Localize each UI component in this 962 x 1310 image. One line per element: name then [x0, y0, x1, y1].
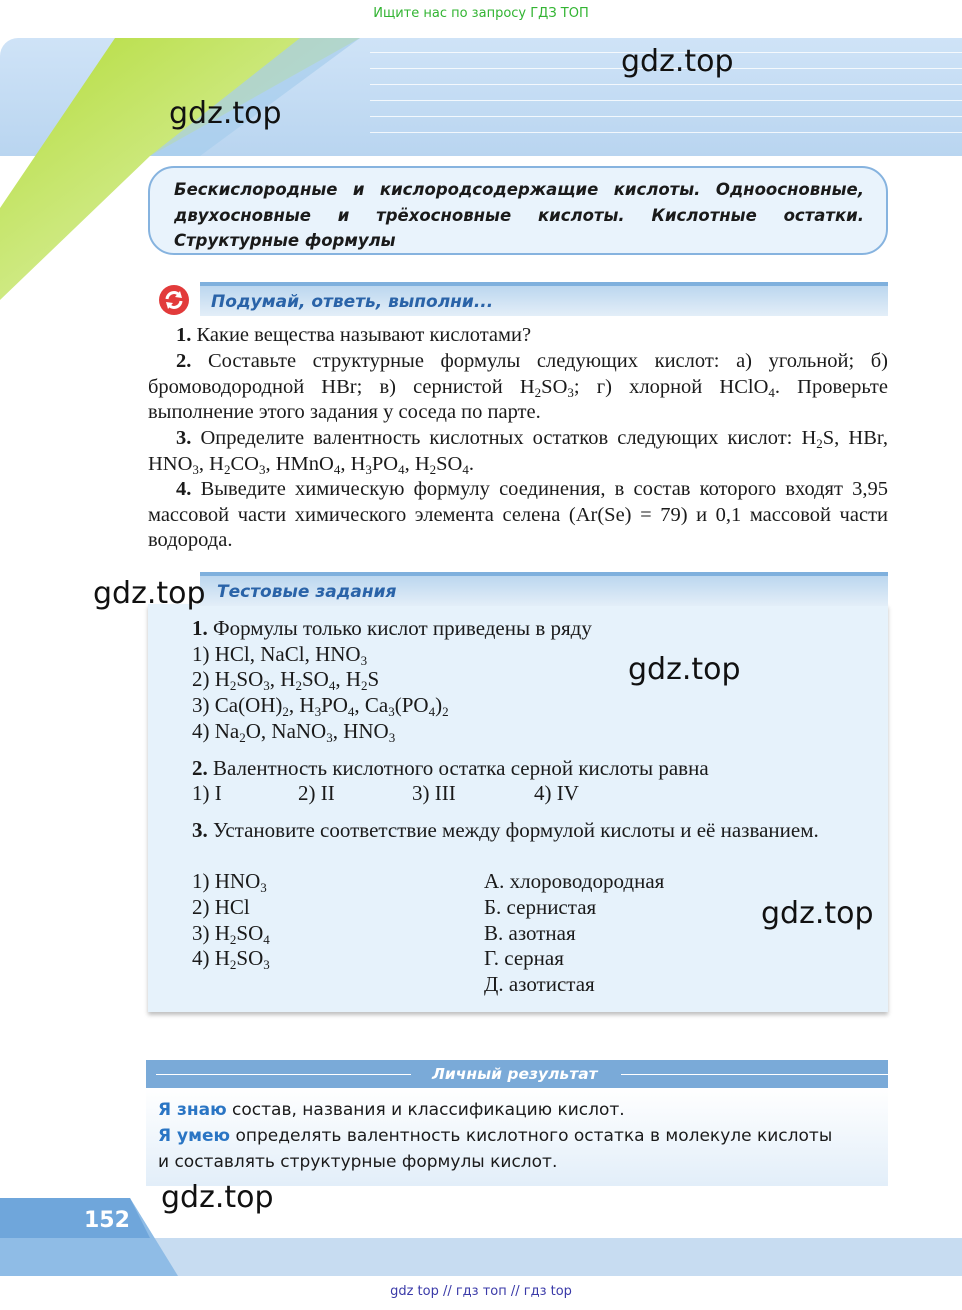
topic-box: Бескислородные и кислородсодержащие кислоты. Одноосновные, двухосновные и трёхосновные кислоты. Кислотные остатки. Структурные формулы [148, 166, 888, 255]
watermark: gdz.top [169, 96, 282, 131]
question-1: 1. Какие вещества называют кислотами? [176, 324, 532, 346]
question-2: 2. Составьте структурные формулы следующих кислот: а) угольной; б) бромоводородной HBr; в) сернистой $H_2SO_3$; г) хлорной HClO$_4$. Проверьте выполнение этого задания у соседа по парте. [148, 350, 888, 423]
test-3-right: В. азотная [484, 921, 576, 945]
test-2-question: 2. Валентность кислотного остатка серной кислоты равна [192, 756, 709, 780]
watermark: gdz.top [628, 652, 741, 687]
footer-links: gdz top // гдз топ // гдз top [390, 1284, 572, 1299]
test-3-left-4: 4) $H_2SO_3$ [192, 946, 270, 972]
watermark: gdz.top [161, 1180, 274, 1215]
watermark: gdz.top [621, 44, 734, 79]
test-1-question: 1. Формулы только кислот приведены в ряду [192, 616, 592, 640]
personal-result-line-3: и составлять структурные формулы кислот. [158, 1152, 558, 1172]
test-3-left-3: 3) $H_2SO_4$ [192, 921, 270, 947]
test-3-right: Б. сернистая [484, 895, 597, 919]
test-3-left-2: 2) HCl [192, 895, 250, 919]
question-3: 3. Определите валентность кислотных остатков следующих кислот: $H_2S$, HBr, $HNO_3$, $H_2CO_3$, HMnO$_4$, $H_3PO_4$, $H_2SO_4$. [148, 427, 888, 477]
think-icon [158, 284, 190, 316]
watermark: gdz.top [761, 896, 874, 931]
test-2-option: 2) II [298, 781, 335, 805]
test-1-option-1: 1) HCl, NaCl, $HNO_3$ [192, 642, 368, 668]
test-2-option: 1) I [192, 781, 222, 805]
test-3-right: А. хлороводородная [484, 869, 665, 893]
personal-result-line-2: Я умею определять валентность кислотного остатка в молекуле кислоты [158, 1126, 833, 1146]
test-1-option-3: 3) $Ca(OH)_2$, $H_3PO_4$, $Ca_3(PO_4)_2$ [192, 693, 449, 719]
test-2-option: 4) IV [534, 781, 579, 805]
watermark: gdz.top [93, 576, 206, 611]
question-4: 4. Выведите химическую формулу соединения, в состав которого входят 3,95 массовой части химического элемента селена (Ar(Se) = 79) и 0,1 массовой части водорода. [148, 478, 888, 551]
test-2-option: 3) III [412, 781, 456, 805]
test-3-left-1: 1) $HNO_3$ [192, 869, 267, 895]
test-3-question: 3. Установите соответствие между формулой кислоты и её названием. [192, 818, 819, 842]
test-3-right: Г. серная [484, 946, 564, 970]
personal-result-line-1: Я знаю состав, названия и классификацию кислот. [158, 1100, 625, 1120]
think-section-title: Подумай, ответь, выполни... [211, 292, 494, 312]
page-number: 152 [84, 1208, 130, 1233]
tests-section-title: Тестовые задания [217, 582, 397, 602]
top-note: Ищите нас по запросу ГДЗ ТОП [373, 6, 589, 21]
test-1-option-2: 2) $H_2SO_3$, $H_2SO_4$, $H_2S$ [192, 667, 380, 693]
personal-result-title: Личный результат [432, 1065, 598, 1083]
test-1-option-4: 4) $Na_2O$, NaNO$_3$, $HNO_3$ [192, 719, 396, 745]
test-3-right: Д. азотистая [484, 972, 595, 996]
